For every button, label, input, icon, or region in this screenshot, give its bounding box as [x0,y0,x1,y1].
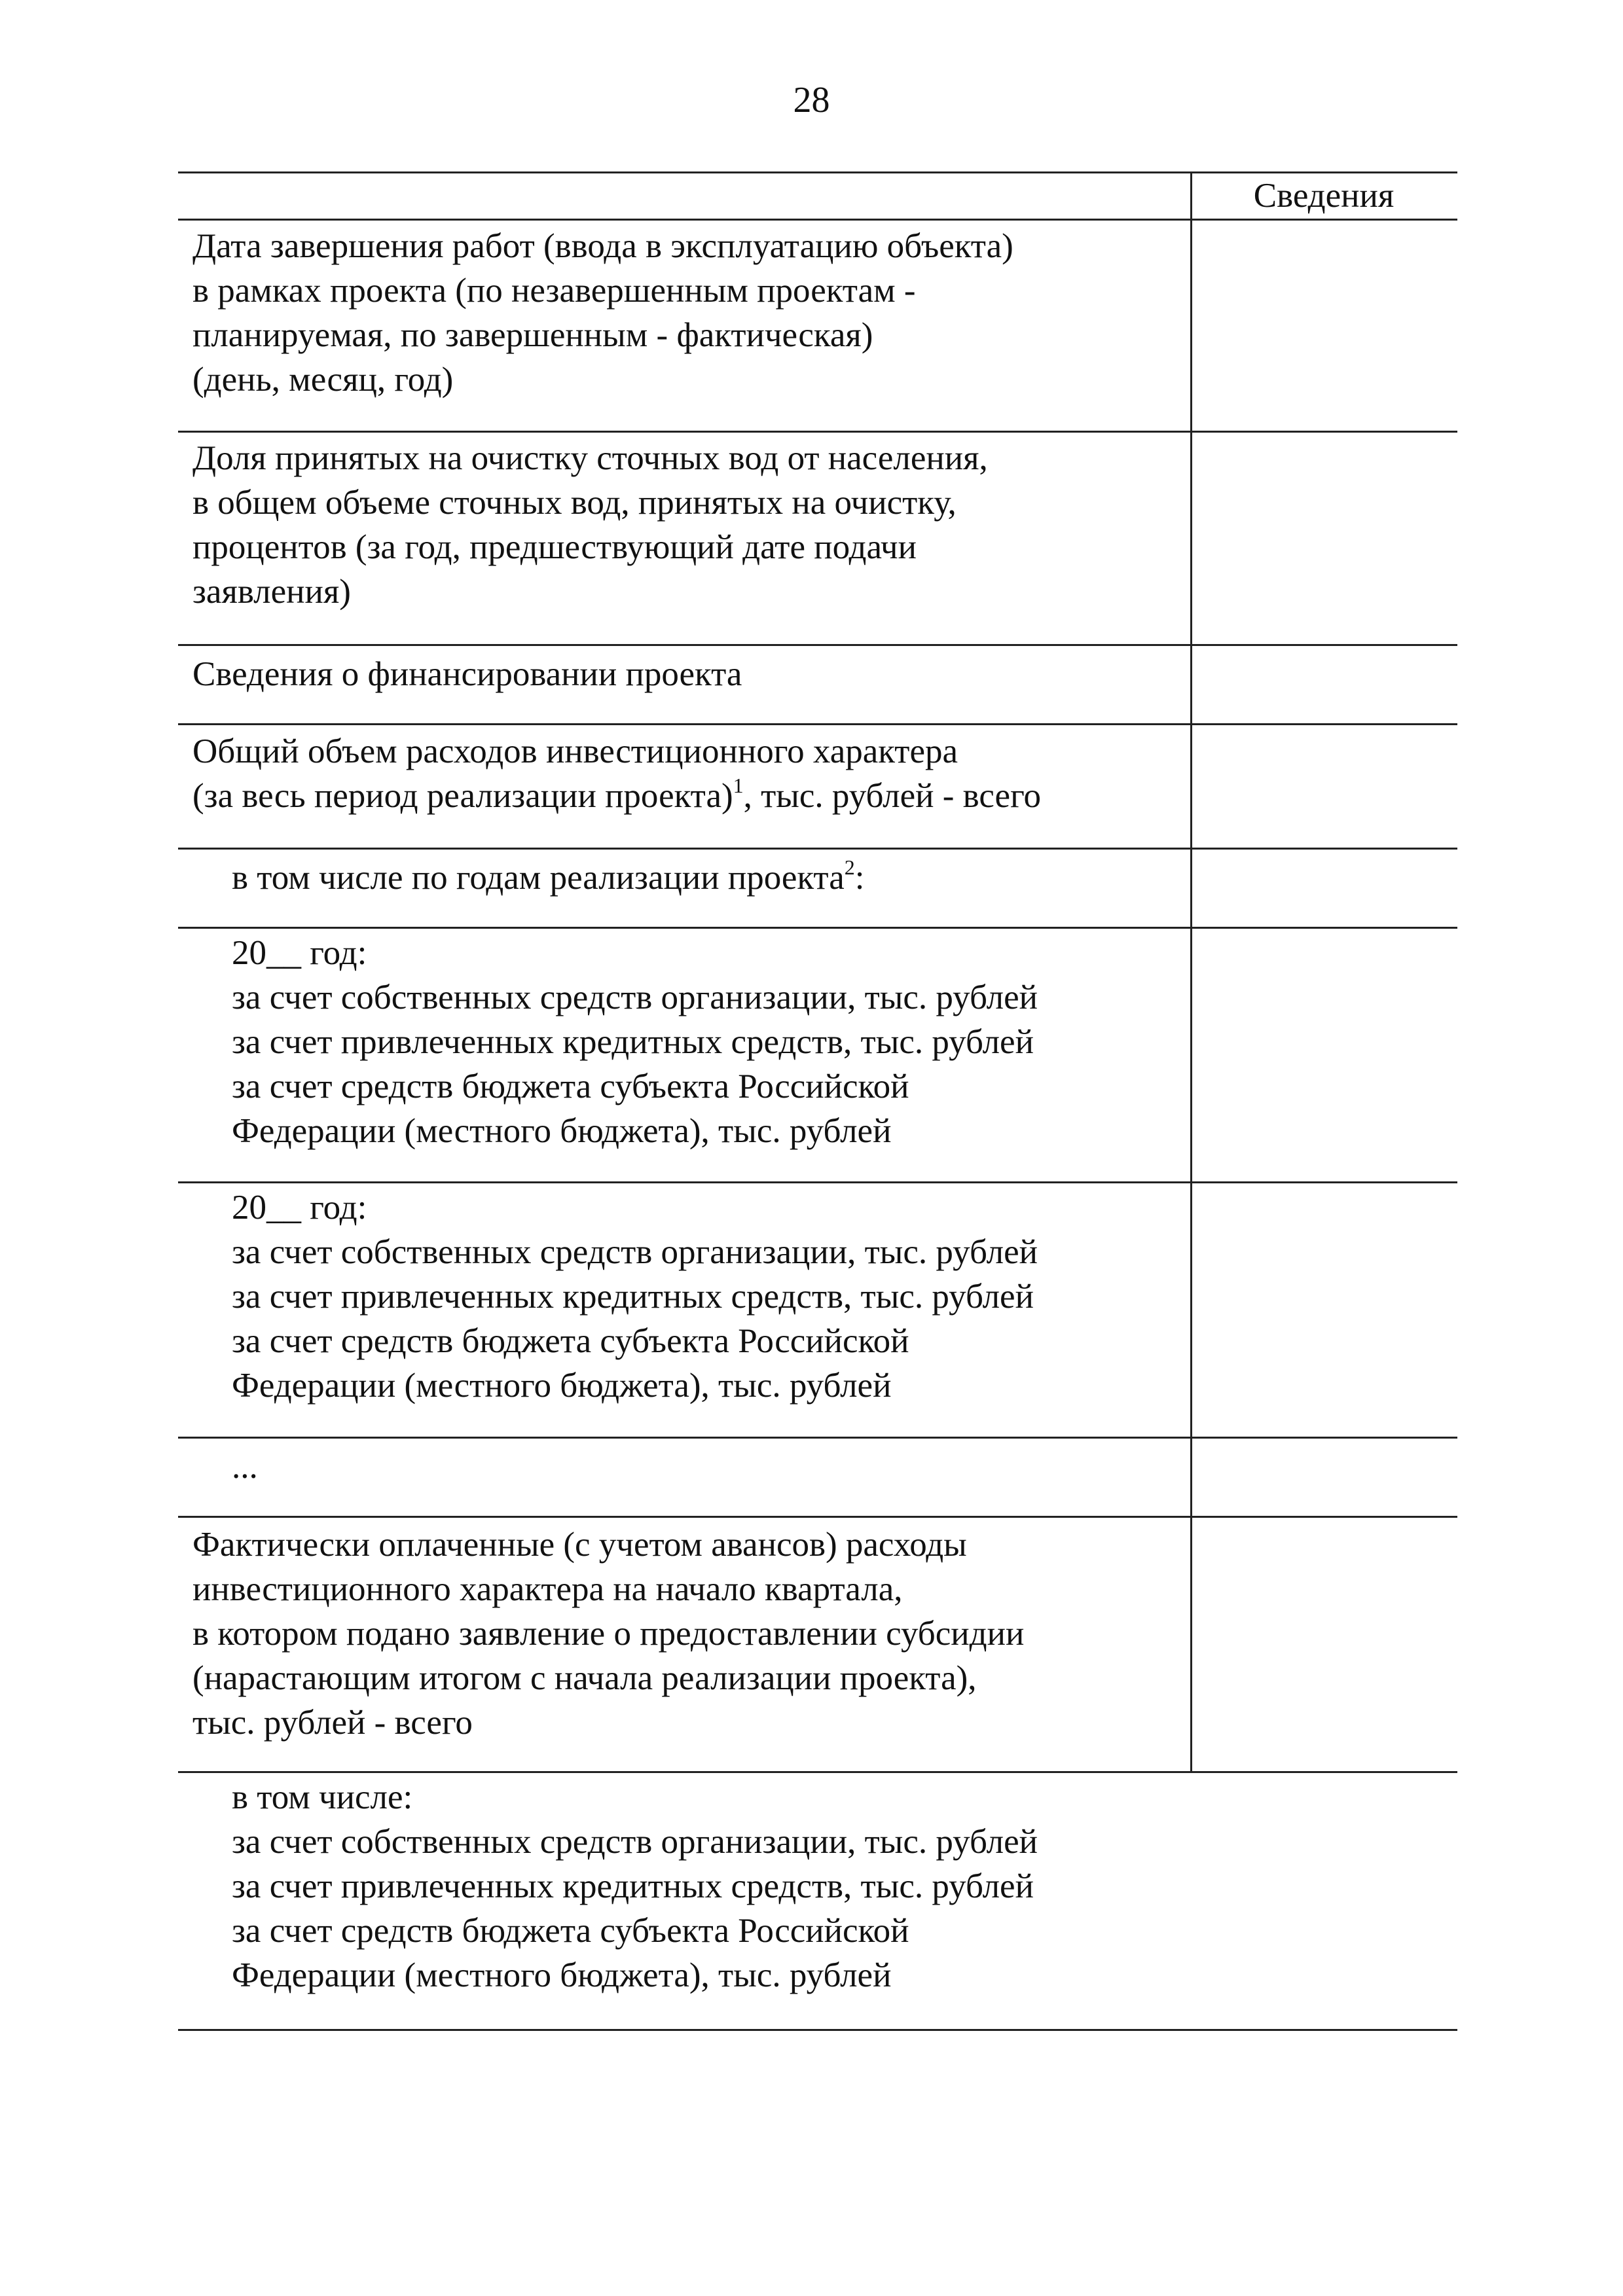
label-line: Фактически оплаченные (с учетом авансов) расходы [192,1526,967,1564]
label-line: за счет привлеченных кредитных средств, тыс. рублей [232,1023,1034,1061]
value-cell-population-share[interactable] [1192,433,1457,643]
label-line: за счет привлеченных кредитных средств, тыс. рублей [232,1278,1034,1316]
column-header-svedeniya: Сведения [1253,177,1395,215]
value-cell-financing-info[interactable] [1192,646,1457,723]
row-label-actual-paid [192,1522,1024,1745]
label-line: 20__ год: [232,1189,367,1227]
row-label-completion-date [192,224,1013,402]
label-line: Федерации (местного бюджета), тыс. рублей [232,1367,892,1405]
label-line: в котором подано заявление о предоставлении субсидии [192,1615,1025,1653]
label-line: за счет средств бюджета субъекта Российской [232,1322,909,1360]
value-cell-by-years[interactable] [1192,850,1457,926]
label-line-text: (за весь период реализации проекта) [192,777,733,815]
label-line: Доля принятых на очистку сточных вод от населения, [192,439,988,477]
value-cell-including[interactable] [1192,1773,1457,2028]
label-line: за счет привлеченных кредитных средств, тыс. рублей [232,1867,1034,1905]
label-line: Федерации (местного бюджета), тыс. рублей [232,1112,892,1150]
label-line: Общий объем расходов инвестиционного характера [192,732,958,770]
table-bottom-rule [178,2029,1457,2031]
form-table [178,171,1457,2037]
row-label-total-investment [192,729,1041,818]
label-line: за счет собственных средств организации, тыс. рублей [232,1233,1038,1271]
row-label-including [232,1775,1038,1998]
page-number: 28 [793,80,830,120]
label-line-suffix: , тыс. рублей - всего [743,777,1041,815]
label-line [192,774,1041,818]
label-line-text: в том числе по годам реализации проекта [232,859,845,897]
value-cell-year-1[interactable] [1192,929,1457,1181]
label-line: Дата завершения работ (ввода в эксплуатацию объекта) [192,227,1013,265]
footnote-marker: 1 [733,774,744,797]
label-line: 20__ год: [232,934,367,972]
label-line: инвестиционного характера на начало квартала, [192,1570,903,1608]
label-line: за счет собственных средств организации, тыс. рублей [232,978,1038,1016]
label-line: в том числе: [232,1778,413,1816]
label-line: за счет средств бюджета субъекта Российской [232,1067,909,1105]
value-cell-total-investment[interactable] [1192,725,1457,847]
label-line: ... [232,1448,258,1486]
label-line: Сведения о финансировании проекта [192,655,742,693]
row-label-year-2 [232,1185,1038,1408]
value-cell-year-2[interactable] [1192,1183,1457,1436]
label-line: в рамках проекта (по незавершенным проектам - [192,272,916,310]
label-line: за счет собственных средств организации, тыс. рублей [232,1823,1038,1861]
row-label-by-years [232,855,865,900]
label-line: планируемая, по завершенным - фактическая) [192,316,873,354]
row-label-population-share [192,436,988,614]
row-label-year-1 [232,931,1038,1153]
label-line: (день, месяц, год) [192,361,454,399]
label-line: процентов (за год, предшествующий дате подачи [192,528,917,566]
label-line-suffix: : [854,859,865,897]
row-label-financing-info [192,652,742,696]
value-cell-ellipsis[interactable] [1192,1439,1457,1515]
value-cell-completion-date[interactable] [1192,221,1457,430]
label-line [232,855,865,900]
footnote-marker: 2 [844,855,855,879]
label-line: заявления) [192,573,351,611]
label-line: в общем объеме сточных вод, принятых на очистку, [192,484,957,522]
value-cell-actual-paid[interactable] [1192,1518,1457,1770]
label-line: (нарастающим итогом с начала реализации проекта), [192,1659,977,1697]
row-label-ellipsis [232,1444,258,1489]
label-line: за счет средств бюджета субъекта Российской [232,1912,909,1950]
label-line: Федерации (местного бюджета), тыс. рублей [232,1956,892,1994]
label-line: тыс. рублей - всего [192,1704,473,1742]
